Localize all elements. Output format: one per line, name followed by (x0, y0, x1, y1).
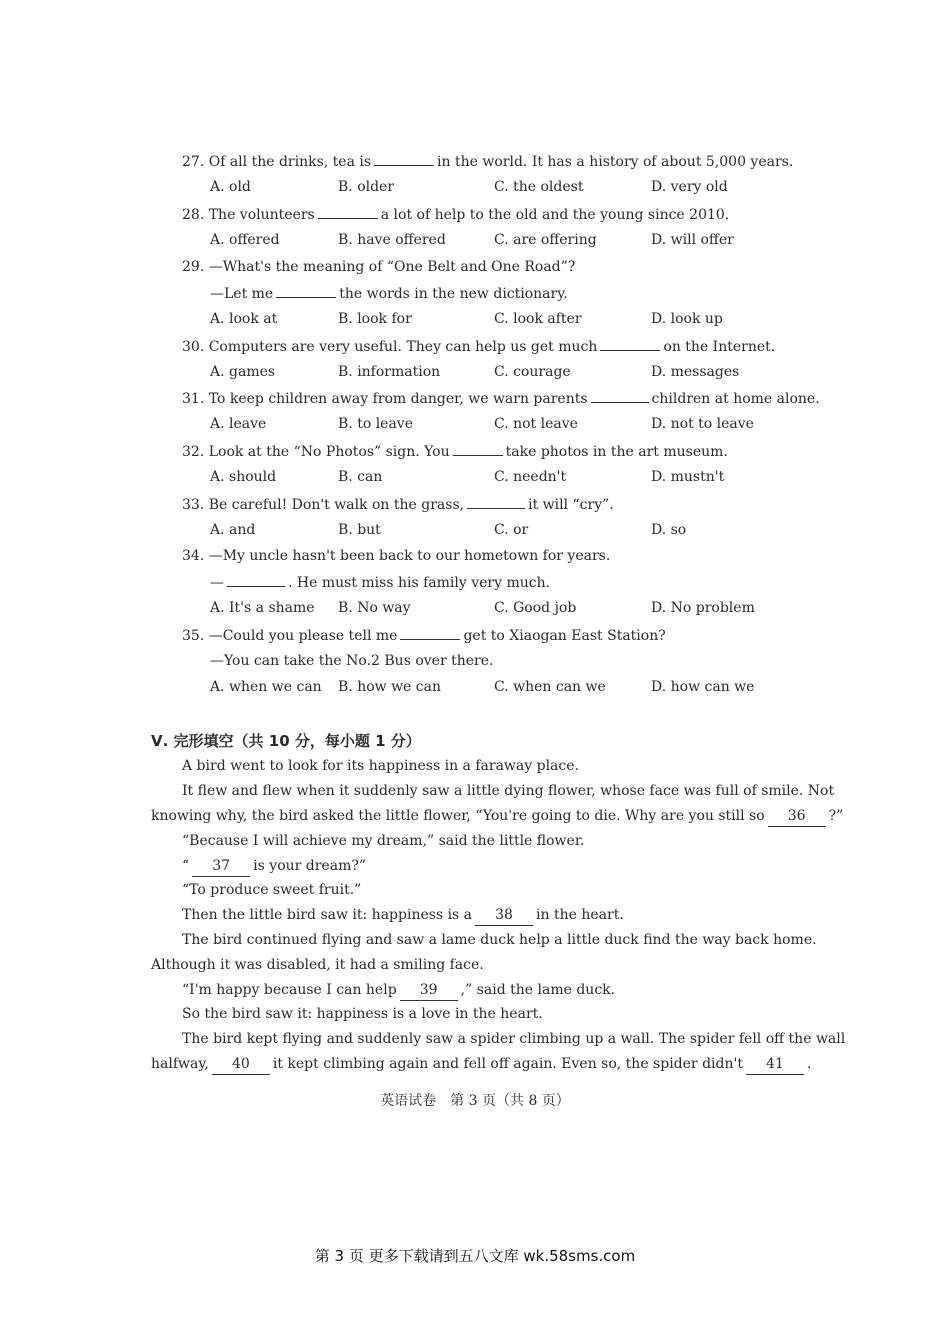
option-a[interactable]: A. look at (210, 311, 278, 327)
blank-36[interactable]: 36 (768, 806, 826, 827)
answer-blank[interactable] (467, 494, 525, 509)
option-b[interactable]: B. No way (338, 600, 411, 616)
page-footer: 英语试卷 第 3 页（共 8 页） (380, 1093, 570, 1109)
section-title: Ⅴ. 完形填空（共 10 分，每小题 1 分） (151, 732, 421, 750)
question-30: 30. Computers are very useful. They can help us get much on the Internet. (182, 336, 775, 357)
option-a[interactable]: A. when we can (210, 679, 322, 695)
blank-38[interactable]: 38 (475, 905, 533, 926)
option-d[interactable]: D. look up (651, 311, 723, 327)
option-c[interactable]: C. not leave (494, 416, 578, 432)
passage-line: The bird kept flying and suddenly saw a spider climbing up a wall. The spider fell off the wall (182, 1031, 846, 1047)
passage-line: halfway, 40 it kept climbing again and fell off again. Even so, the spider didn't 41 . (151, 1054, 811, 1075)
option-d[interactable]: D. No problem (651, 600, 755, 616)
question-31: 31. To keep children away from danger, we warn parents children at home alone. (182, 388, 820, 409)
option-d[interactable]: D. messages (651, 364, 740, 380)
option-c[interactable]: C. when can we (494, 679, 606, 695)
passage-line: “Because I will achieve my dream,” said the little flower. (182, 833, 585, 849)
question-34-line2: — . He must miss his family very much. (210, 572, 550, 593)
option-a[interactable]: A. games (210, 364, 276, 380)
question-27: 27. Of all the drinks, tea is in the world. It has a history of about 5,000 years. (182, 151, 793, 172)
question-33: 33. Be careful! Don't walk on the grass, it will “cry”. (182, 494, 614, 515)
option-b[interactable]: B. can (338, 469, 383, 485)
answer-blank[interactable] (227, 572, 285, 587)
option-a[interactable]: A. old (210, 179, 251, 195)
option-d[interactable]: D. mustn't (651, 469, 725, 485)
option-b[interactable]: B. look for (338, 311, 412, 327)
passage-line: So the bird saw it: happiness is a love in the heart. (182, 1006, 543, 1022)
option-c[interactable]: C. courage (494, 364, 571, 380)
option-d[interactable]: D. so (651, 522, 687, 538)
blank-39[interactable]: 39 (400, 980, 458, 1001)
option-d[interactable]: D. will offer (651, 232, 734, 248)
answer-blank[interactable] (276, 283, 336, 298)
answer-blank[interactable] (453, 441, 503, 456)
passage-line: The bird continued flying and saw a lame duck help a little duck find the way back home. (182, 932, 817, 948)
option-a[interactable]: A. It's a shame (210, 600, 315, 616)
option-d[interactable]: D. how can we (651, 679, 755, 695)
blank-37[interactable]: 37 (192, 856, 250, 877)
passage-line: Although it was disabled, it had a smiling face. (151, 957, 484, 973)
answer-blank[interactable] (318, 204, 378, 219)
passage-line: “ 37 is your dream?” (182, 856, 366, 877)
passage-line: Then the little bird saw it: happiness is a 38 in the heart. (182, 905, 624, 926)
passage-line: A bird went to look for its happiness in a faraway place. (182, 758, 579, 774)
option-a[interactable]: A. should (210, 469, 277, 485)
answer-blank[interactable] (600, 336, 660, 351)
option-c[interactable]: C. Good job (494, 600, 577, 616)
option-b[interactable]: B. older (338, 179, 395, 195)
option-a[interactable]: A. offered (210, 232, 280, 248)
question-35-line2: —You can take the No.2 Bus over there. (210, 653, 494, 669)
option-b[interactable]: B. but (338, 522, 381, 538)
option-c[interactable]: C. look after (494, 311, 582, 327)
option-b[interactable]: B. to leave (338, 416, 413, 432)
passage-line: knowing why, the bird asked the little flower, “You're going to die. Why are you still so 36 ?” (151, 806, 843, 827)
question-29-line2: —Let me the words in the new dictionary. (210, 283, 568, 304)
blank-40[interactable]: 40 (212, 1054, 270, 1075)
passage-line: “To produce sweet fruit.” (182, 882, 362, 898)
option-d[interactable]: D. very old (651, 179, 728, 195)
option-a[interactable]: A. leave (210, 416, 267, 432)
option-b[interactable]: B. information (338, 364, 441, 380)
passage-line: It flew and flew when it suddenly saw a little dying flower, whose face was full of smile. Not (182, 783, 835, 799)
download-note: 第 3 页 更多下载请到五八文库 wk.58sms.com (314, 1247, 636, 1265)
answer-blank[interactable] (591, 388, 649, 403)
option-c[interactable]: C. are offering (494, 232, 597, 248)
option-d[interactable]: D. not to leave (651, 416, 754, 432)
option-c[interactable]: C. the oldest (494, 179, 584, 195)
question-32: 32. Look at the “No Photos” sign. You take photos in the art museum. (182, 441, 728, 462)
blank-41[interactable]: 41 (746, 1054, 804, 1075)
passage-line: “I'm happy because I can help 39 ,” said the lame duck. (182, 980, 615, 1001)
answer-blank[interactable] (374, 151, 434, 166)
question-28: 28. The volunteers a lot of help to the old and the young since 2010. (182, 204, 729, 225)
option-b[interactable]: B. have offered (338, 232, 446, 248)
option-c[interactable]: C. needn't (494, 469, 567, 485)
question-34: 34. —My uncle hasn't been back to our hometown for years. (182, 548, 611, 564)
option-c[interactable]: C. or (494, 522, 529, 538)
option-b[interactable]: B. how we can (338, 679, 441, 695)
answer-blank[interactable] (400, 625, 460, 640)
question-35: 35. —Could you please tell me get to Xiaogan East Station? (182, 625, 666, 646)
question-29: 29. —What's the meaning of “One Belt and One Road”? (182, 259, 576, 275)
option-a[interactable]: A. and (210, 522, 256, 538)
